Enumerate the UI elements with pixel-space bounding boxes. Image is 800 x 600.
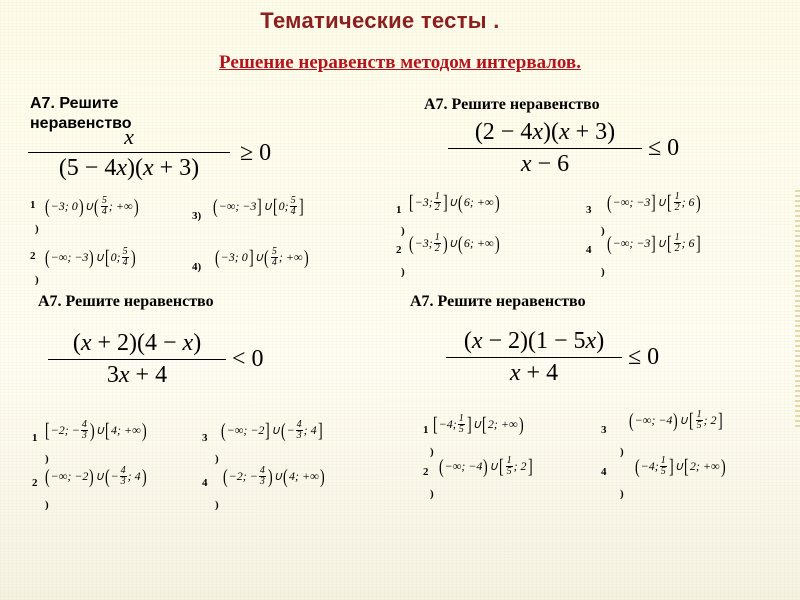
task-2-option-1-number: 1 [396,204,402,216]
task-4-option-4-number: 4 [601,466,607,478]
task-1-option-1-number: 1 [30,199,36,211]
decorative-stripe [795,190,800,430]
task-3-option-3-number: 3 [202,432,208,444]
task-3-option-4-paren: ) [215,499,219,511]
task-2-option-4-paren: ) [601,266,605,278]
task-4-option-2-paren: ) [430,488,434,500]
task-1-option-1[interactable]: ( −3; 0 ) ∪ ( $\frac{5}{4}$ ; +∞ ) [45,195,139,218]
task-3-option-4-number: 4 [202,477,208,489]
task-3-option-1-paren: ) [45,453,49,465]
task-2-label: А7. Решите неравенство [424,96,600,113]
task-4-option-2-number: 2 [423,466,429,478]
task-3-option-3-paren: ) [215,453,219,465]
task-3-option-1-number: 1 [32,432,38,444]
task-3-option-2-paren: ) [45,499,49,511]
page-subtitle: Решение неравенств методом интервалов. [219,52,581,73]
task-2-option-2[interactable]: ( −3; $\frac{1}{2}$ ) ∪ ( 6; +∞ ) [409,232,500,255]
task-1-option-3-number: 3) [192,210,202,222]
task-1-option-4[interactable]: ( −3; 0 ] ∪ ( $\frac{5}{4}$ ; +∞ ) [215,246,309,269]
page-title: Тематические тесты . [260,8,500,33]
task-1-option-2-number: 2 [30,250,36,262]
task-4-option-4-paren: ) [620,488,624,500]
task-2-option-2-paren: ) [401,266,405,278]
task-1-label-line1: А7. Решите [30,95,119,112]
task-2-option-3-number: 3 [586,204,592,216]
task-4-option-4[interactable]: ( −4; $\frac{1}{5}$ ] ∪ [ 2; +∞ ) [635,455,726,478]
task-1-option-2[interactable]: ( −∞; −3 ) ∪ [ 0; $\frac{5}{4}$ ) [45,246,136,269]
task-2-inequality: $\frac{(2 - 4x)(x + 3)}{x - 6}$ ≤ 0 [448,119,679,178]
task-4-option-1[interactable]: [ −4; $\frac{1}{5}$ ] ∪ [ 2; +∞ ) [433,413,524,436]
task-2-option-4[interactable]: ( −∞; −3 ] ∪ [ $\frac{1}{2}$ ; 6 ] [607,232,701,255]
task-1-option-3[interactable]: ( −∞; −3 ] ∪ [ 0; $\frac{5}{4}$ ] [213,195,304,218]
task-2-option-3[interactable]: ( −∞; −3 ] ∪ [ $\frac{1}{2}$ ; 6 ) [607,191,701,214]
task-3-label: А7. Решите неравенство [38,293,214,310]
task-1-option-2-paren: ) [35,274,39,286]
task-3-option-3[interactable]: ( −∞; −2 ] ∪ ( − $\frac{4}{3}$ ; 4 ] [221,419,323,442]
task-1-inequality: $\frac{x}{(5 - 4x)(x + 3)}$ ≥ 0 [28,124,271,182]
task-4-option-3-paren: ) [620,446,624,458]
task-4-option-3[interactable]: ( −∞; −4 ) ∪ [ $\frac{1}{5}$ ; 2 ] [629,409,723,432]
task-4-option-2[interactable]: ( −∞; −4 ) ∪ [ $\frac{1}{5}$ ; 2 ] [439,455,533,478]
task-3-option-4[interactable]: ( −2; − $\frac{4}{3}$ ) ∪ ( 4; +∞ ) [223,465,325,488]
task-1-label-line2: неравенство [30,115,132,132]
task-3-option-1[interactable]: [ −2; − $\frac{4}{3}$ ) ∪ [ 4; +∞ ) [45,419,147,442]
task-4-option-1-number: 1 [423,424,429,436]
task-3-option-2-number: 2 [32,477,38,489]
task-2-option-1[interactable]: [ −3; $\frac{1}{2}$ ] ∪ ( 6; +∞ ) [409,191,500,214]
task-3-option-2[interactable]: ( −∞; −2 ) ∪ ( − $\frac{4}{3}$ ; 4 ) [45,465,147,488]
task-1-option-1-paren: ) [35,223,39,235]
task-4-option-1-paren: ) [430,446,434,458]
task-4-option-3-number: 3 [601,424,607,436]
task-2-option-3-paren: ) [601,225,605,237]
task-3-inequality: (x + 2)(4 − x) 3x + 4 < 0 [48,330,264,389]
task-1-option-4-number: 4) [192,261,202,273]
task-4-inequality: $\frac{(x - 2)(1 - 5x)}{x + 4}$ ≤ 0 [446,328,659,387]
task-2-option-1-paren: ) [401,225,405,237]
task-4-label: А7. Решите неравенство [410,293,586,310]
task-2-option-4-number: 4 [586,244,592,256]
task-2-option-2-number: 2 [396,244,402,256]
